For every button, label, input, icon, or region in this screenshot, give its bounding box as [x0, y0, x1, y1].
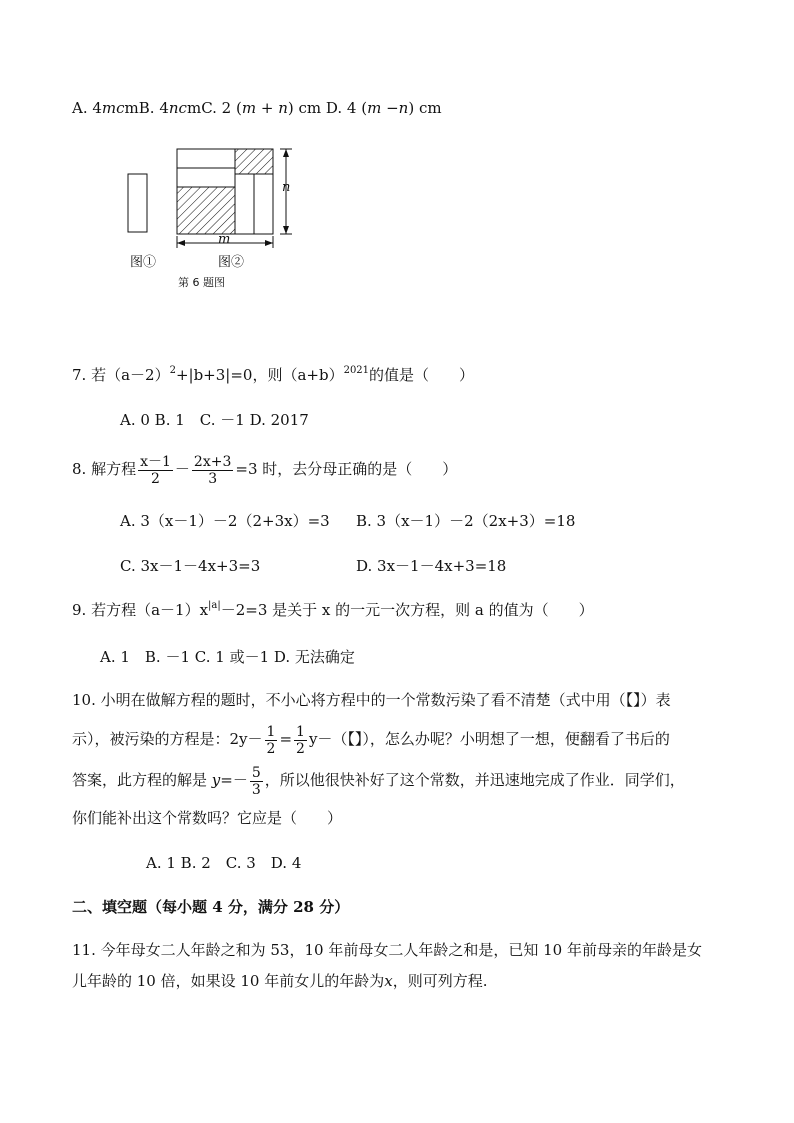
q7-stem-part-b: +|b+3|=0，则（a+b） — [175, 366, 344, 384]
figure2-hatched-right — [235, 149, 273, 174]
figure2-hatched-left — [177, 187, 235, 234]
figure-n-label: n — [282, 180, 291, 195]
q6-option-b-var: nc — [168, 99, 187, 117]
q8-minus: － — [174, 460, 190, 478]
q7-superscript-1: 2 — [169, 365, 176, 376]
q8-stem-part-a: 8. 解方程 — [72, 460, 137, 478]
q10-line-3 — [72, 763, 685, 798]
q10-fraction-3-numerator: 5 — [251, 764, 261, 781]
q9-superscript: |a| — [208, 600, 221, 611]
q10-line-2-part-b: y－（【】），怎么办呢？小明想了一想，便翻看了书后的 — [308, 730, 670, 748]
q6-option-d-prefix: D. 4 ( — [325, 99, 368, 117]
q8-fraction-1-numerator: x－1 — [140, 453, 171, 470]
q11-line-1: 11. 今年母女二人年龄之和为 53，10 年前母女二人年龄之和是，已知 10 年前母亲的年龄是女 — [72, 941, 702, 959]
q6-option-b-prefix: B. 4 — [138, 99, 169, 117]
q10-line-4: 你们能补出这个常数吗？它应是（ ） — [72, 809, 343, 827]
q6-option-a-unit: m — [124, 99, 139, 117]
q6-option-c-prefix: C. 2 ( — [201, 99, 242, 117]
q6-option-d-m: m — [367, 99, 382, 117]
q8-stem-part-b: =3 时，去分母正确的是（ ） — [235, 460, 458, 478]
q8-option-b: B. 3（x－1）－2（2x+3）=18 — [356, 512, 576, 530]
q10-options: A. 1 B. 2 C. 3 D. 4 — [146, 854, 302, 872]
q8-option-c: C. 3x－1－4x+3=3 — [120, 557, 261, 575]
q10-fraction-2-numerator: 1 — [296, 723, 305, 740]
q8-fraction-1-denominator: 2 — [151, 470, 160, 487]
q6-option-c-m: m — [241, 99, 257, 117]
q7-stem-part-c: 的值是（ ） — [369, 366, 475, 384]
q9-options: A. 1 B. －1 C. 1 或－1 D. 无法确定 — [100, 648, 355, 666]
q10-fraction-2 — [294, 724, 307, 757]
q10-line-2 — [72, 722, 670, 757]
section-2-heading: 二、填空题（每小题 4 分，满分 28 分） — [72, 898, 350, 916]
q7-stem — [72, 365, 474, 385]
q10-line-3-equals: =－ — [220, 771, 248, 789]
q10-line-2-part-a: 示），被污染的方程是：2y－ — [72, 730, 263, 748]
q7-stem-part-a: 7. 若（a－2） — [72, 366, 170, 384]
q7-superscript-2: 2021 — [343, 365, 370, 376]
q10-fraction-1 — [265, 724, 278, 757]
q6-option-d-n: n — [398, 99, 409, 117]
q11-line-2-part-b: ，则可列方程. — [392, 972, 488, 990]
q9-stem — [72, 600, 594, 620]
figure2-label: 图② — [218, 255, 245, 270]
q10-fraction-3-denominator: 3 — [251, 781, 261, 798]
q11-line-2 — [72, 971, 488, 991]
q6-option-d-minus: − — [381, 99, 399, 117]
q8-fraction-1 — [138, 454, 173, 487]
q10-line-3-part-a: 答案，此方程的解是 — [72, 771, 212, 789]
q8-stem — [72, 452, 457, 487]
q6-option-b-unit: m — [186, 99, 202, 117]
q10-equals: = — [279, 730, 293, 748]
figure-title: 第 6 题图 — [178, 276, 225, 289]
q9-stem-part-b: －2=3 是关于 x 的一元一次方程，则 a 的值为（ ） — [220, 601, 594, 619]
q6-options — [72, 98, 442, 118]
q6-option-c-n: n — [278, 99, 288, 117]
q11-line-2-x: x — [384, 972, 393, 990]
q6-option-a-prefix: A. 4 — [72, 99, 102, 117]
q10-line-3-part-b: ，所以他很快补好了这个常数，并迅速地完成了作业．同学们， — [264, 771, 685, 789]
q8-option-a: A. 3（x－1）－2（2+3x）=3 — [120, 512, 330, 530]
q6-option-d-end: ) cm — [408, 99, 442, 117]
q7-options: A. 0 B. 1 C. －1 D. 2017 — [120, 411, 309, 429]
q9-stem-part-a: 9. 若方程（a－1）x — [72, 601, 209, 619]
q8-fraction-2-numerator: 2x+3 — [193, 453, 232, 470]
q10-fraction-2-denominator: 2 — [296, 740, 305, 757]
q10-line-3-y: y — [211, 771, 221, 789]
q6-option-c-end: ) cm — [287, 99, 322, 117]
q6-option-c-plus: + — [256, 99, 279, 117]
q11-line-2-part-a: 儿年龄的 10 倍，如果设 10 年前女儿的年龄为 — [72, 972, 385, 990]
q10-line-1: 10. 小明在做解方程的题时，不小心将方程中的一个常数污染了看不清楚（式中用（【】）表 — [72, 691, 671, 709]
figure1-label: 图① — [130, 255, 157, 270]
figure-m-label: m — [218, 232, 231, 247]
q8-fraction-2-denominator: 3 — [208, 470, 218, 487]
q10-fraction-3 — [250, 765, 263, 798]
q10-fraction-1-denominator: 2 — [266, 740, 276, 757]
q10-fraction-1-numerator: 1 — [266, 723, 276, 740]
q8-fraction-2 — [192, 454, 233, 487]
figure1-rectangle — [128, 174, 147, 232]
q6-option-a-var: mc — [101, 99, 125, 117]
q8-option-d: D. 3x－1－4x+3=18 — [356, 557, 507, 575]
